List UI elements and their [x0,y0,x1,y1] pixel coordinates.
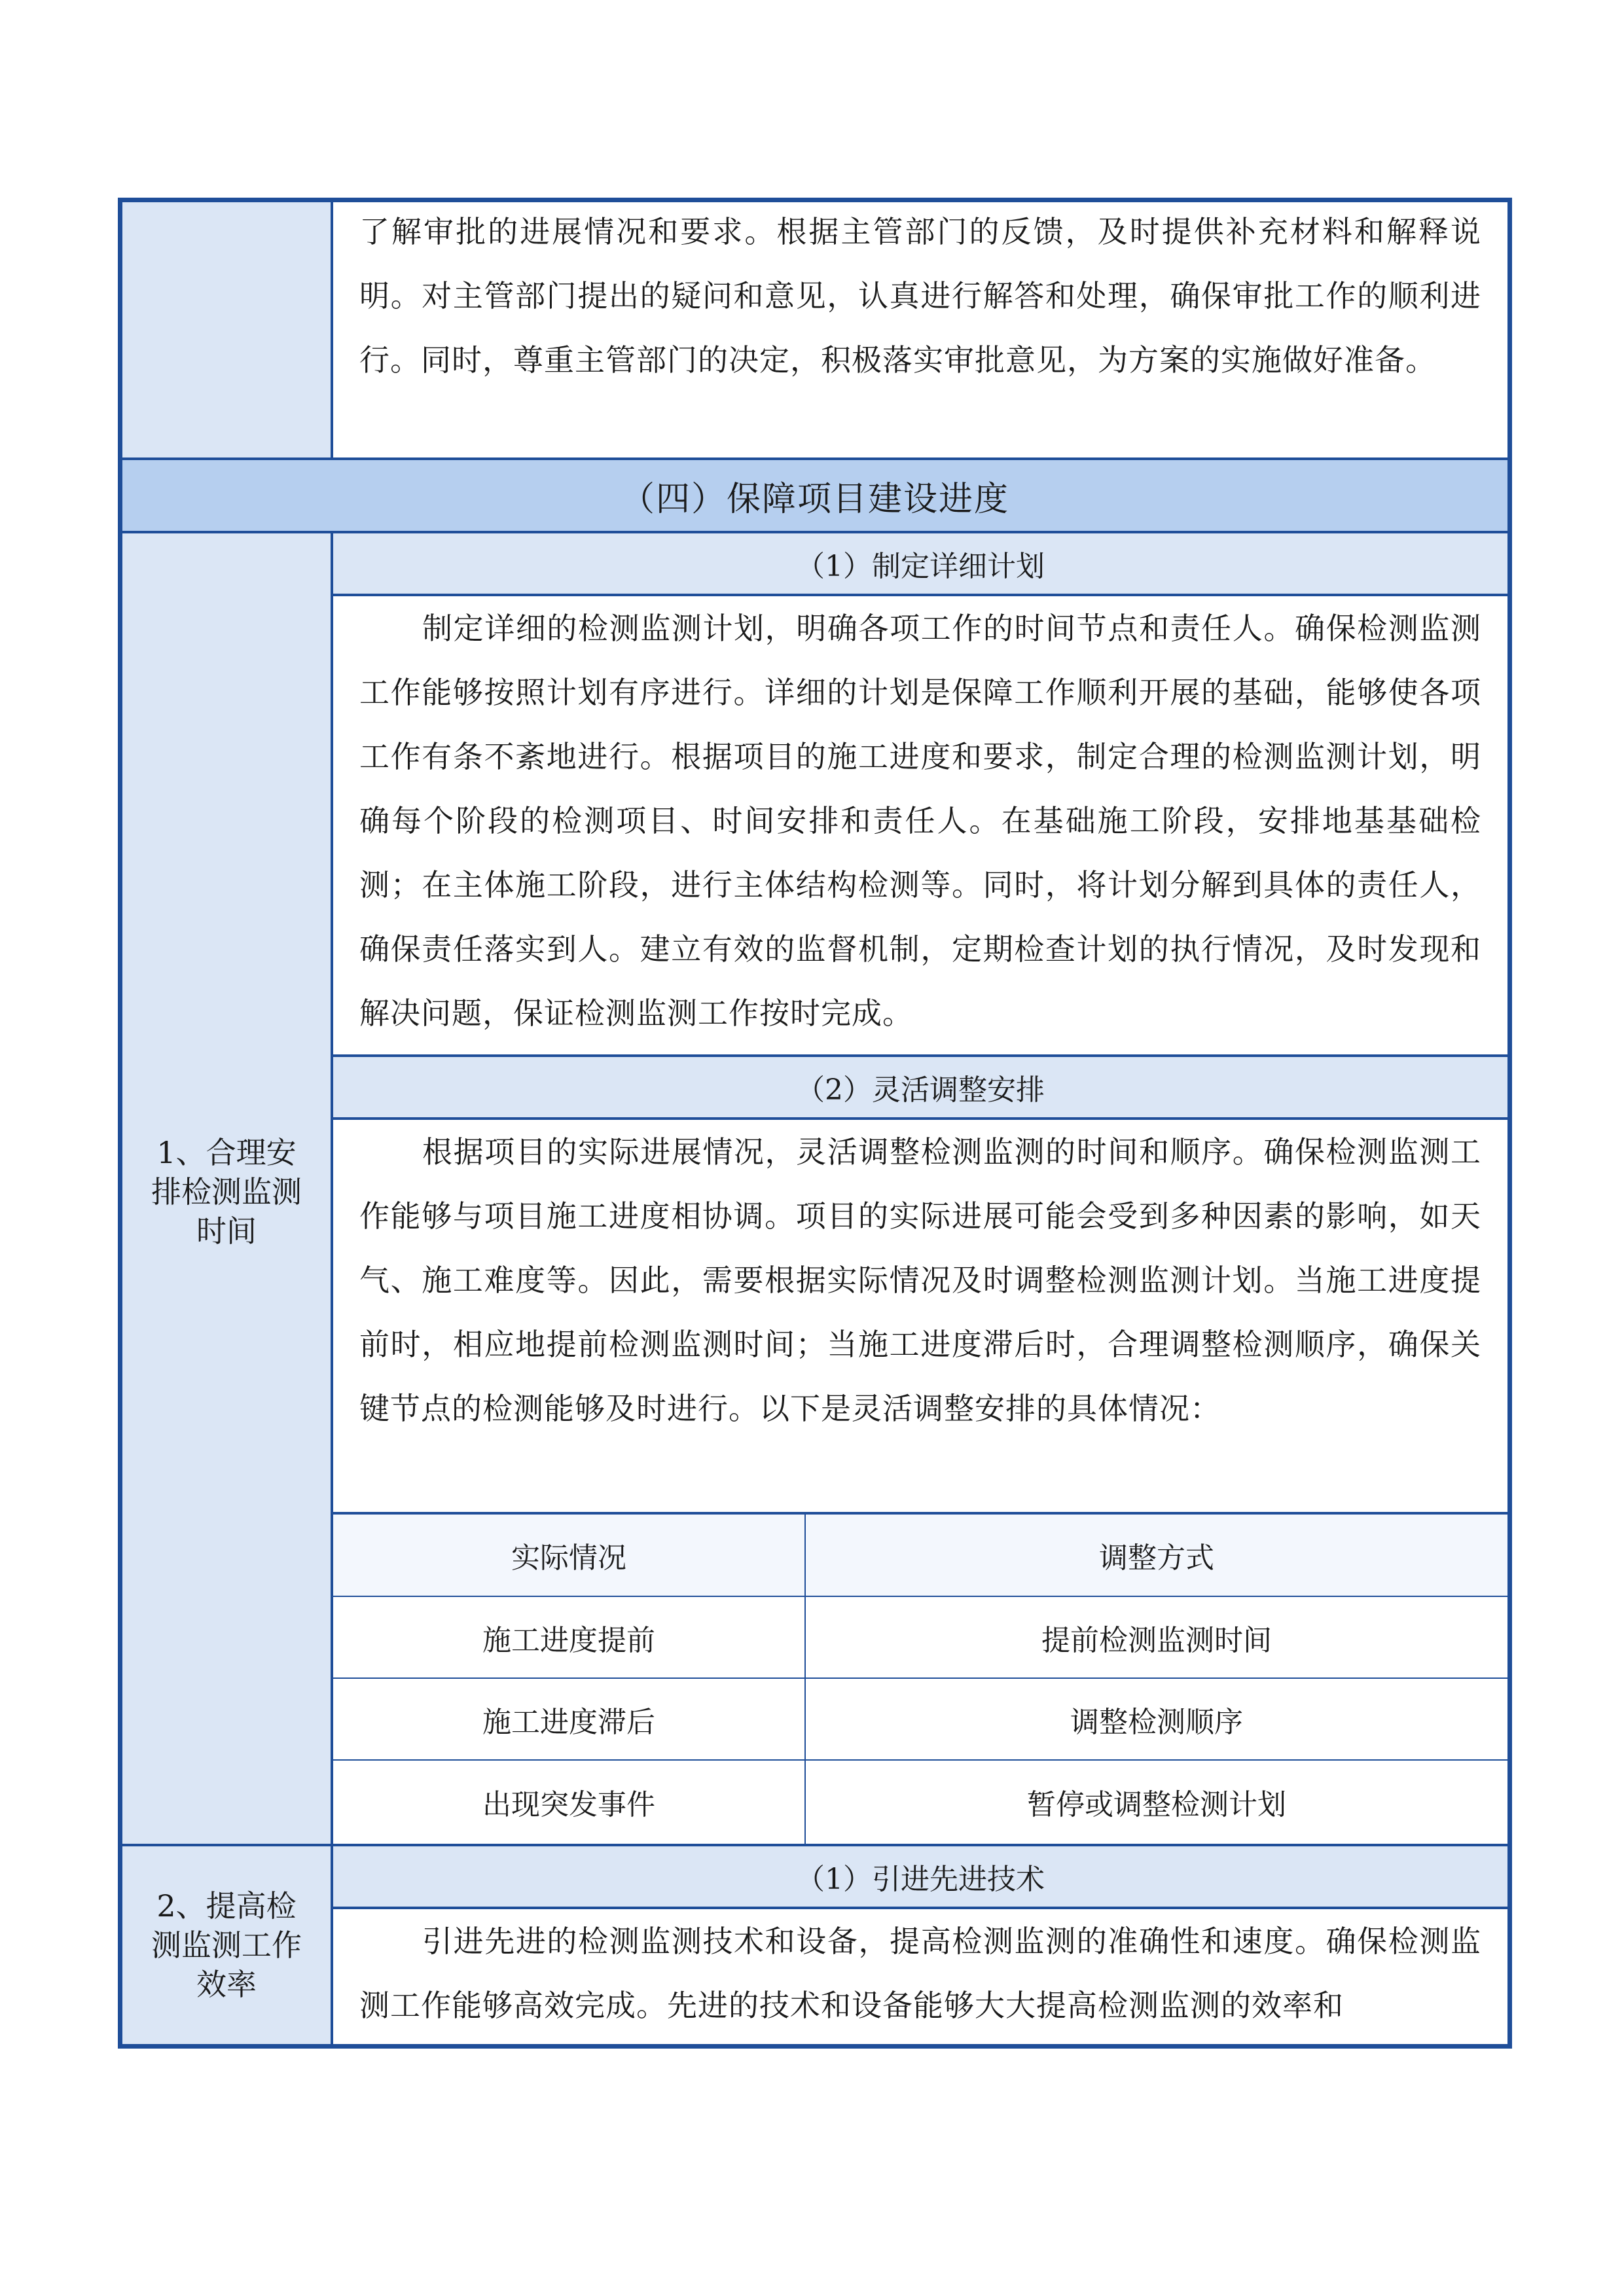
divider [122,457,1507,460]
table-row: 提前检测监测时间 [1041,1623,1272,1657]
table-row: 施工进度滞后 [482,1705,655,1739]
content-table [118,198,1512,2049]
divider [331,531,333,2044]
table-header-adjustment: 调整方式 [806,1515,1507,1596]
divider [331,1054,1507,1057]
divider [122,1844,1507,1846]
table-row: 出现突发事件 [482,1787,655,1821]
table-header-situation: 实际情况 [333,1515,804,1596]
group1-sub1-text: 制定详细的检测监测计划，明确各项工作的时间节点和责任人。确保检测监测工作能够按照计划有序进行。详细的计划是保障工作顺利开展的基础，能够使各项工作有条不紊地进行。根据项目的施工进度和要求，制定合理的检测监测计划，明确每个阶段的检测项目、时间安排和责任人。在基础施工阶段，安排地基基础检测；在主体施工阶段，进行主体结构检测等。同时，将计划分解到具体的责任人，确保责任落实到人。建立有效的监督机制，定期检查计划的执行情况，及时发现和解决问题，保证检测监测工作按时完成。 [359,611,1481,1031]
divider [331,594,1507,596]
group2-label: 2、提高检测监测工作效率 [122,1846,331,2044]
table-row: 调整检测顺序 [1070,1705,1243,1739]
group1-sub2-text: 根据项目的实际进展情况，灵活调整检测监测的时间和顺序。确保检测监测工作能够与项目施工进度相协调。项目的实际进展可能会受到多种因素的影响，如天气、施工难度等。因此，需要根据实际情况及时调整检测监测计划。当施工进度提前时，相应地提前检测监测时间；当施工进度滞后时，合理调整检测顺序，确保关键节点的检测能够及时进行。以下是灵活调整安排的具体情况： [359,1134,1481,1426]
group2-sub1-text: 引进先进的检测监测技术和设备，提高检测监测的准确性和速度。确保检测监测工作能够高效完成。先进的技术和设备能够大大提高检测监测的效率和 [359,1924,1481,2023]
group1-sub1-title: （1）制定详细计划 [333,533,1507,594]
table-row: 施工进度提前 [482,1623,655,1657]
divider [331,1907,1507,1909]
divider [333,1677,1507,1679]
divider [331,202,333,460]
divider [331,1117,1507,1120]
left-empty-cell [122,202,331,457]
section-title: （四）保障项目建设进度 [122,460,1507,531]
divider [333,1759,1507,1761]
divider [804,1515,806,1844]
group1-label: 1、合理安排检测监测时间 [122,533,331,1850]
group1-sub2-title: （2）灵活调整安排 [333,1057,1507,1117]
top-paragraph: 了解审批的进展情况和要求。根据主管部门的反馈，及时提供补充材料和解释说明。对主管部门提出的疑问和意见，认真进行解答和处理，确保审批工作的顺利进行。同时，尊重主管部门的决定，积极落实审批意见，为方案的实施做好准备。 [359,214,1481,378]
divider [331,1512,1507,1515]
divider [333,1596,1507,1597]
group2-sub1-title: （1）引进先进技术 [333,1846,1507,1907]
table-row: 暂停或调整检测计划 [1027,1787,1286,1821]
